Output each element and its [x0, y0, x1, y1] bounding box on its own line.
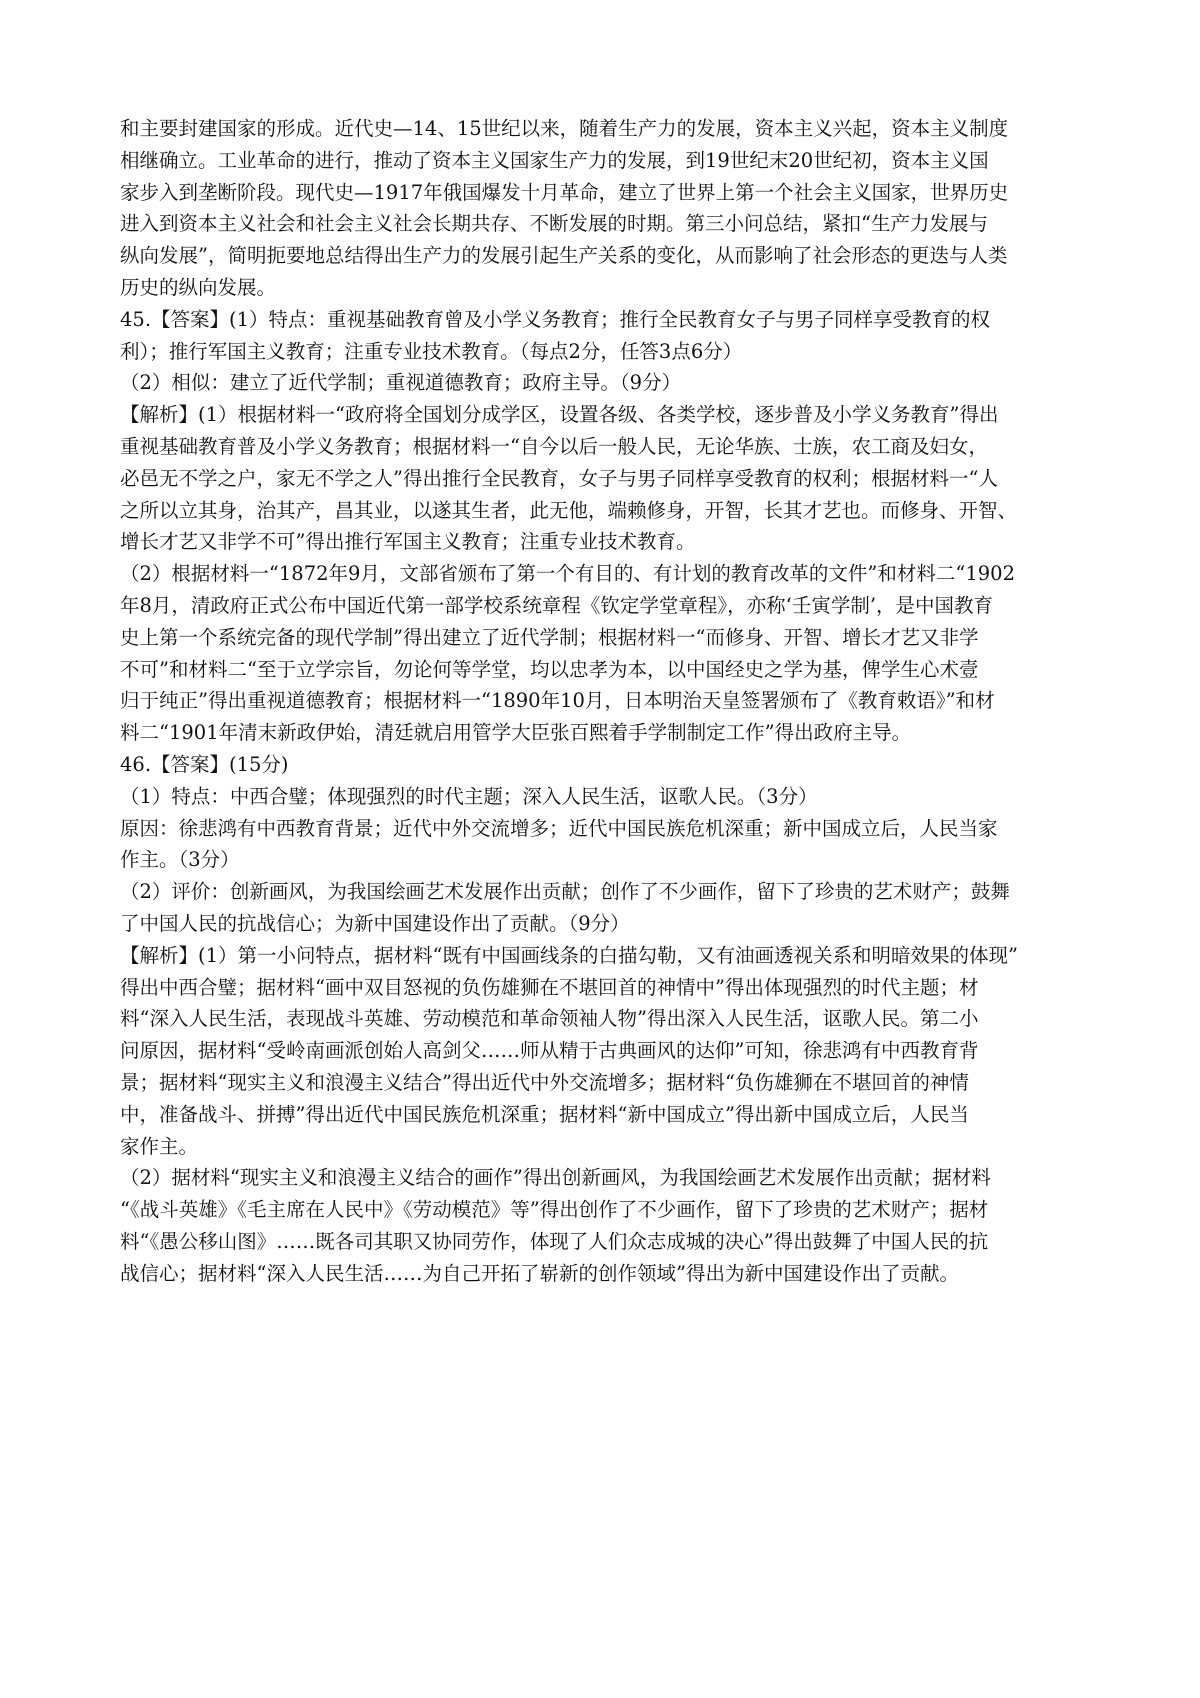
text-line: 之所以立其身，治其产，昌其业，以遂其生者，此无他，端赖修身，开智，长其才艺也。而修身、开智、	[120, 498, 1018, 522]
text-line: 纵向发展”，简明扼要地总结得出生产力的发展引起生产关系的变化，从而影响了社会形态的更迭与人类	[120, 244, 1008, 268]
text-line: 景；据材料“现实主义和浪漫主义结合”得出近代中外交流增多；据材料“负伤雄狮在不堪回首的神情	[120, 1070, 969, 1094]
text-line: 增长才艺又非学不可”得出推行军国主义教育；注重专业技术教育。	[120, 530, 696, 554]
text-line: 得出中西合璧；据材料“画中双目怒视的负伤雄狮在不堪回首的神情中”得出体现强烈的时代主题；材	[120, 975, 979, 999]
text-line: （2）评价：创新画风，为我国绘画艺术发展作出贡献；创作了不少画作，留下了珍贵的艺术财产；鼓舞	[120, 880, 1010, 904]
answer-46-heading: 46.【答案】(15分)	[120, 752, 289, 776]
text-line: 料“《愚公移山图》……既各司其职又协同劳作，体现了人们众志成城的决心”得出鼓舞了中国人民的抗	[120, 1229, 989, 1253]
text-line: 必邑无不学之户，家无不学之人”得出推行全民教育，女子与男子同样享受教育的权利；根据材料一“人	[120, 466, 998, 490]
text-line: 战信心；据材料“深入人民生活……为自己开拓了崭新的创作领域”得出为新中国建设作出了贡献。	[120, 1261, 959, 1285]
text-line: （1）特点：中西合璧；体现强烈的时代主题；深入人民生活，讴歌人民。（3分）	[120, 784, 818, 808]
text-line: 原因：徐悲鸿有中西教育背景；近代中外交流增多；近代中国民族危机深重；新中国成立后，人民当家	[120, 816, 998, 840]
text-line: （2）相似：建立了近代学制；重视道德教育；政府主导。（9分）	[120, 371, 682, 395]
text-line: 进入到资本主义社会和社会主义社会长期共存、不断发展的时期。第三小问总结，紧扣“生产力发展与	[120, 212, 988, 236]
analysis-46-heading: 【解析】(1）第一小问特点，据材料“既有中国画线条的白描勾勒，又有油画透视关系和明暗效果的体现”	[120, 943, 1018, 967]
answer-45-heading: 45.【答案】(1）特点：重视基础教育曾及小学义务教育；推行全民教育女子与男子同样享受教育的权	[120, 307, 991, 331]
text-line: 归于纯正”得出重视道德教育；根据材料一“1890年10月，日本明治天皇签署颁布了《教育敕语》”和材	[120, 689, 995, 713]
document-body	[120, 113, 1090, 1289]
text-line: 利）；推行军国主义教育；注重专业技术教育。（每点2分，任答3点6分）	[120, 339, 743, 363]
text-line: 历史的纵向发展。	[120, 275, 277, 299]
text-line: 重视基础教育普及小学义务教育；根据材料一“自今以后一般人民，无论华族、士族，农工商及妇女，	[120, 434, 988, 458]
text-line: 了中国人民的抗战信心；为新中国建设作出了贡献。（9分）	[120, 911, 630, 935]
text-line: 问原因，据材料“受岭南画派创始人高剑父……师从精于古典画风的达仰”可知，徐悲鸿有中西教育背	[120, 1039, 979, 1063]
text-line: 作主。（3分）	[120, 848, 240, 872]
text-line: 家作主。	[120, 1134, 199, 1158]
text-line: 中，准备战斗、拼搏”得出近代中国民族危机深重；据材料“新中国成立”得出新中国成立后，人民当	[120, 1102, 969, 1126]
text-line: 不可”和材料二“至于立学宗旨，勿论何等学堂，均以忠孝为本，以中国经史之学为基，俾学生心术壹	[120, 657, 979, 681]
text-line: 史上第一个系统完备的现代学制”得出建立了近代学制；根据材料一“而修身、开智、增长才艺又非学	[120, 625, 979, 649]
analysis-45-heading: 【解析】(1）根据材料一“政府将全国划分成学区，设置各级、各类学校，逐步普及小学义务教育”得出	[120, 403, 999, 427]
text-line: （2）根据材料一“1872年9月，文部省颁布了第一个有目的、有计划的教育改革的文件”和材料二“1902	[120, 562, 1015, 586]
text-line: 料二“1901年清末新政伊始，清廷就启用管学大臣张百熙着手学制制定工作”得出政府主导。	[120, 721, 912, 745]
text-line: 家步入到垄断阶段。现代史—1917年俄国爆发十月革命，建立了世界上第一个社会主义国家，世界历史	[120, 180, 1009, 204]
text-line: 年8月，清政府正式公布中国近代第一部学校系统章程《钦定学堂章程》，亦称‘壬寅学制’，是中国教育	[120, 593, 994, 617]
text-line: 料“深入人民生活，表现战斗英雄、劳动模范和革命领袖人物”得出深入人民生活，讴歌人民。第二小	[120, 1007, 979, 1031]
text-line: （2）据材料“现实主义和浪漫主义结合的画作”得出创新画风，为我国绘画艺术发展作出贡献；据材料	[120, 1166, 991, 1190]
text-line: “《战斗英雄》《毛主席在人民中》《劳动模范》等”得出创作了不少画作，留下了珍贵的艺术财产；据材	[120, 1198, 989, 1222]
text-line: 和主要封建国家的形成。近代史—14、15世纪以来，随着生产力的发展，资本主义兴起，资本主义制度	[120, 117, 1009, 140]
text-line: 相继确立。工业革命的进行，推动了资本主义国家生产力的发展，到19世纪末20世纪初，资本主义国	[120, 148, 989, 172]
